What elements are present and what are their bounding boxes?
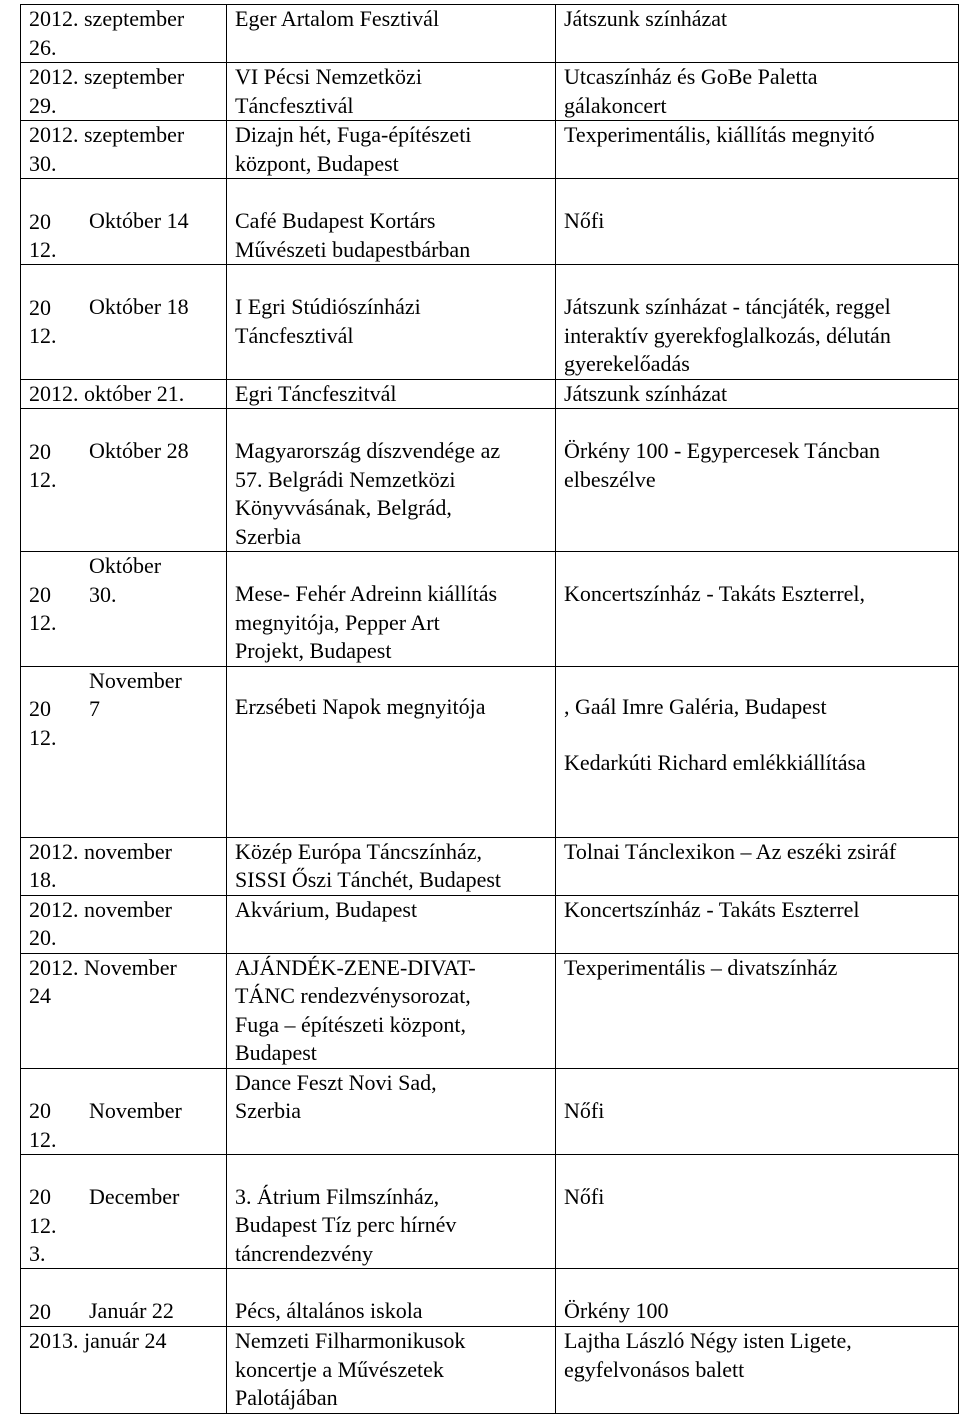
date-year: 20 12. bbox=[29, 438, 57, 492]
table-row bbox=[21, 265, 959, 380]
table-row bbox=[21, 121, 959, 179]
date-year: 20 12. bbox=[29, 696, 57, 750]
event-cell: Nemzeti Filharmonikusok koncertje a Művészetek Palotájában bbox=[227, 1327, 556, 1414]
date-year: 20 12. bbox=[29, 294, 57, 348]
date-cell: 2012. szeptember 30. bbox=[21, 121, 227, 179]
program-cell: Játszunk színházat bbox=[556, 5, 959, 63]
date-cell bbox=[21, 1154, 227, 1269]
table-row bbox=[21, 666, 959, 837]
date-year: 20 12. bbox=[29, 581, 57, 635]
program-cell: Játszunk színházat - táncjáték, reggel interaktív gyerekfoglalkozás, délután gyerekelőadás bbox=[556, 265, 959, 380]
program-cell: Texperimentális – divatszínház bbox=[556, 953, 959, 1068]
date-cell: 2012. november 18. bbox=[21, 837, 227, 895]
table-row bbox=[21, 1269, 959, 1327]
event-cell: Café Budapest Kortárs Művészeti budapestbárban bbox=[227, 179, 556, 265]
date-year: 20 12. 3. bbox=[29, 1184, 57, 1266]
event-cell: Mese- Fehér Adreinn kiállítás megnyitója, Pepper Art Projekt, Budapest bbox=[227, 552, 556, 667]
date-cell bbox=[21, 179, 227, 265]
program-cell: Utcaszínház és GoBe Paletta gálakoncert bbox=[556, 63, 959, 121]
event-cell: Pécs, általános iskola bbox=[227, 1269, 556, 1327]
date-month: Január 22 bbox=[89, 1298, 174, 1323]
event-cell: Dance Feszt Novi Sad, Szerbia bbox=[227, 1068, 556, 1154]
table-row bbox=[21, 5, 959, 63]
program-cell: Tolnai Tánclexikon – Az eszéki zsiráf bbox=[556, 837, 959, 895]
date-month: November 7 bbox=[89, 667, 182, 721]
table-row bbox=[21, 895, 959, 953]
program-cell: Nőfi bbox=[556, 179, 959, 265]
date-cell bbox=[21, 1269, 227, 1327]
event-cell: Erzsébeti Napok megnyitója bbox=[227, 666, 556, 837]
events-table bbox=[20, 4, 959, 1414]
program-cell: Nőfi bbox=[556, 1154, 959, 1269]
event-cell: Dizajn hét, Fuga-építészeti központ, Budapest bbox=[227, 121, 556, 179]
table-row bbox=[21, 837, 959, 895]
event-cell: 3. Átrium Filmszínház, Budapest Tíz perc hírnév táncrendezvény bbox=[227, 1154, 556, 1269]
table-row bbox=[21, 552, 959, 667]
date-month: Október 18 bbox=[89, 294, 189, 319]
date-cell bbox=[21, 409, 227, 552]
table-row bbox=[21, 1068, 959, 1154]
table-row bbox=[21, 63, 959, 121]
date-month: November bbox=[89, 1097, 182, 1123]
date-cell bbox=[21, 666, 227, 837]
program-cell: Nőfi bbox=[556, 1068, 959, 1154]
date-cell: 2012. szeptember 29. bbox=[21, 63, 227, 121]
date-month: Október 30. bbox=[89, 553, 162, 607]
event-cell: VI Pécsi Nemzetközi Táncfesztivál bbox=[227, 63, 556, 121]
date-year: 20 12. bbox=[29, 1098, 57, 1152]
program-cell: Koncertszínház - Takáts Eszterrel bbox=[556, 895, 959, 953]
date-month: Október 28 bbox=[89, 438, 189, 463]
program-cell: Texperimentális, kiállítás megnyitó bbox=[556, 121, 959, 179]
event-cell: I Egri Stúdiószínházi Táncfesztivál bbox=[227, 265, 556, 380]
event-cell: Eger Artalom Fesztivál bbox=[227, 5, 556, 63]
program-cell: , Gaál Imre Galéria, Budapest Kedarkúti Richard emlékkiállítása bbox=[556, 666, 959, 837]
date-month: Október 14 bbox=[89, 208, 189, 233]
date-year: 20 12. bbox=[29, 208, 57, 262]
program-line-2: Kedarkúti Richard emlékkiállítása bbox=[564, 750, 866, 775]
table-row bbox=[21, 179, 959, 265]
program-cell: Koncertszínház - Takáts Eszterrel, bbox=[556, 552, 959, 667]
event-cell: Magyarország díszvendége az 57. Belgrádi Nemzetközi Könyvvásának, Belgrád, Szerbia bbox=[227, 409, 556, 552]
date-cell bbox=[21, 1068, 227, 1154]
date-cell: 2013. január 24 bbox=[21, 1327, 227, 1414]
date-cell: 2012. november 20. bbox=[21, 895, 227, 953]
event-cell: AJÁNDÉK-ZENE-DIVAT- TÁNC rendezvénysorozat, Fuga – építészeti központ, Budapest bbox=[227, 953, 556, 1068]
table-row bbox=[21, 1154, 959, 1269]
program-cell: Lajtha László Négy isten Ligete, egyfelvonásos balett bbox=[556, 1327, 959, 1414]
table-row bbox=[21, 1327, 959, 1414]
table-row bbox=[21, 379, 959, 409]
event-cell: Közép Európa Táncszínház, SISSI Őszi Tánchét, Budapest bbox=[227, 837, 556, 895]
program-cell: Játszunk színházat bbox=[556, 379, 959, 409]
table-row bbox=[21, 953, 959, 1068]
event-cell: Egri Táncfeszitvál bbox=[227, 379, 556, 409]
date-cell bbox=[21, 265, 227, 380]
date-month: December bbox=[89, 1183, 180, 1209]
date-year: 20 bbox=[29, 1298, 51, 1324]
table-row bbox=[21, 409, 959, 552]
date-cell: 2012. szeptember 26. bbox=[21, 5, 227, 63]
date-cell: 2012. November 24 bbox=[21, 953, 227, 1068]
program-cell: Örkény 100 - Egypercesek Táncban elbeszélve bbox=[556, 409, 959, 552]
event-cell: Akvárium, Budapest bbox=[227, 895, 556, 953]
program-cell: Örkény 100 bbox=[556, 1269, 959, 1327]
date-cell: 2012. október 21. bbox=[21, 379, 227, 409]
date-cell bbox=[21, 552, 227, 667]
